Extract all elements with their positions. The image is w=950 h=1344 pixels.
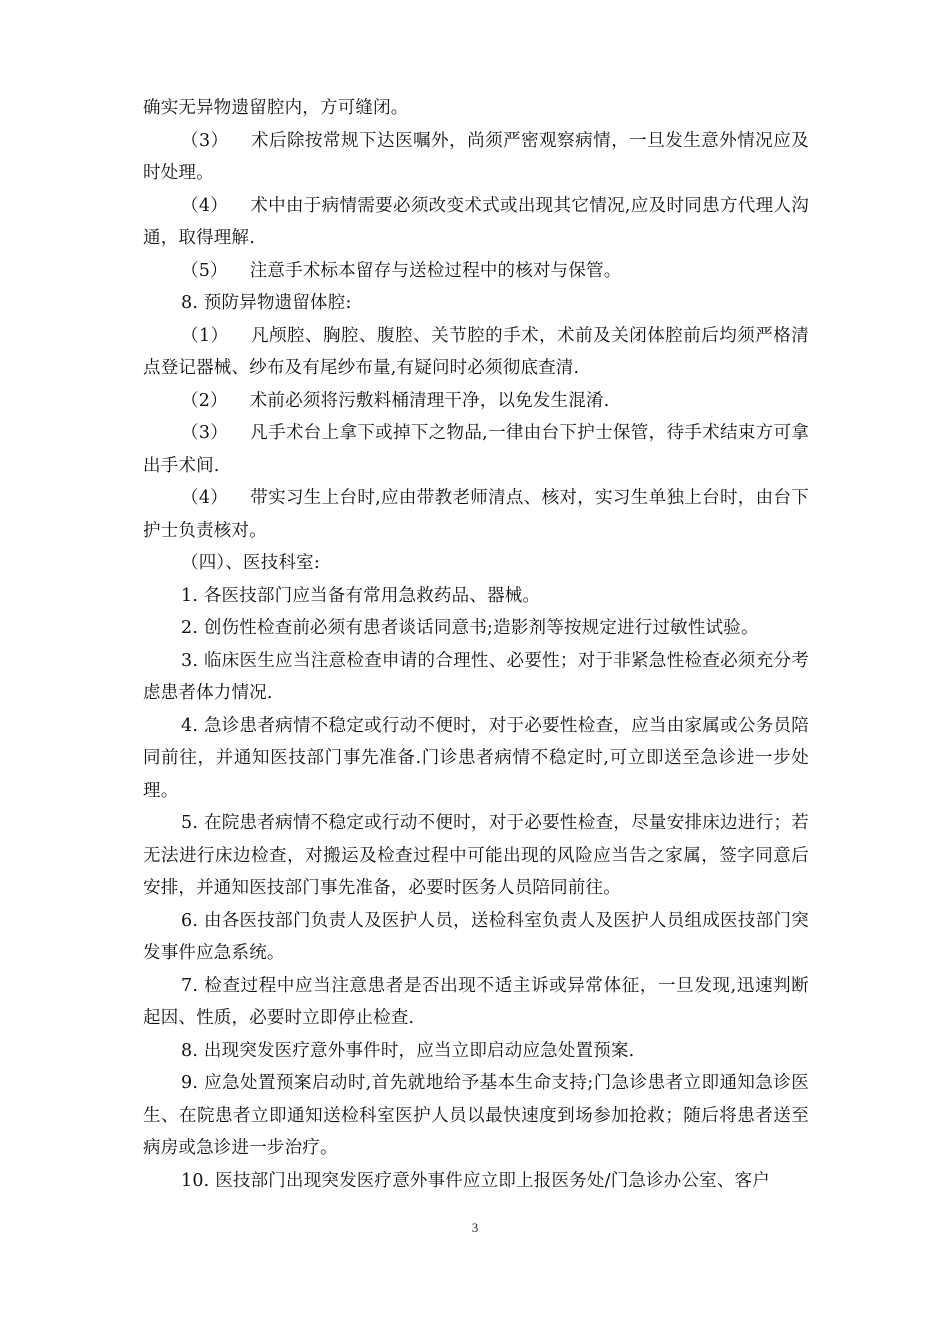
sub-item-4 (143, 190, 809, 255)
sub-item-number: （1） (181, 325, 229, 346)
sub-item-text: 凡颅腔、胸腔、腹腔、关节腔的手术，术前及关闭体腔前后均须严格清点登记器械、纱布及有尾纱布量,有疑问时必须彻底查清. (143, 325, 809, 378)
list-item-3 (143, 645, 809, 710)
list-item-text: 9. 应急处置预案启动时,首先就地给予基本生命支持;门急诊患者立即通知急诊医生、在院患者立即通知送检科室医护人员以最快速度到场参加抢救；随后将患者送至病房或急诊进一步治疗。 (143, 1073, 809, 1158)
sub-item-text: 术中由于病情需要必须改变术式或出现其它情况,应及时同患方代理人沟通，取得理解. (143, 195, 810, 248)
paragraph-text: 确实无异物遗留腔内，方可缝闭。 (143, 98, 409, 118)
list-item-text: 1. 各医技部门应当备有常用急救药品、器械。 (181, 585, 541, 606)
sub-item-number: （3） (181, 423, 229, 443)
section-heading (143, 547, 809, 580)
sub-item-number: （3） (181, 130, 229, 151)
section-heading-text: （四）、医技科室: (181, 553, 320, 573)
list-item-6 (143, 905, 809, 970)
list-item-7 (143, 970, 809, 1035)
list-item-text: 7. 检查过程中应当注意患者是否出现不适主诉或异常体征，一旦发现,迅速判断起因、性质，必要时立即停止检查. (143, 975, 809, 1028)
list-item-text: 4. 急诊患者病情不稳定或行动不便时，对于必要性检查，应当由家属或公务员陪同前往，并通知医技部门事先准备.门诊患者病情不稳定时,可立即送至急诊进一步处理。 (143, 715, 809, 801)
list-item-2 (143, 612, 809, 645)
list-item-text: 3. 临床医生应当注意检查申请的合理性、必要性；对于非紧急性检查必须充分考虑患者体力情况. (143, 650, 809, 703)
list-item-5 (143, 807, 809, 905)
sub-item-text: 凡手术台上拿下或掉下之物品,一律由台下护士保管，待手术结束方可拿出手术间. (143, 423, 810, 476)
sub-item-text: 带实习生上台时,应由带教老师清点、核对，实习生单独上台时，由台下护士负责核对。 (143, 488, 810, 541)
list-item-8 (143, 287, 809, 320)
list-item-text: 2. 创伤性检查前必须有患者谈话同意书;造影剂等按规定进行过敏性试验。 (181, 618, 759, 638)
list-item-text: 6. 由各医技部门负责人及医护人员，送检科室负责人及医护人员组成医技部门突发事件应急系统。 (143, 910, 809, 963)
sub-item-number: （2） (181, 390, 228, 411)
list-item-text: 8. 预防异物遗留体腔: (181, 293, 352, 313)
list-item-9 (143, 1067, 809, 1165)
sub-item-3 (143, 125, 809, 190)
document-page (143, 92, 809, 1197)
sub-item-3b (143, 417, 809, 482)
page-number: 3 (471, 1220, 479, 1235)
sub-item-text: 注意手术标本留存与送检过程中的核对与保管。 (249, 260, 622, 281)
sub-item-1 (143, 320, 809, 385)
paragraph-continuation (143, 92, 809, 125)
list-item-8b (143, 1035, 809, 1068)
sub-item-number: （4） (181, 195, 229, 216)
list-item-text: 8. 出现突发医疗意外事件时，应当立即启动应急处置预案. (181, 1040, 635, 1061)
sub-item-4b (143, 482, 809, 547)
sub-item-number: （4） (181, 488, 229, 508)
sub-item-number: （5） (181, 260, 228, 281)
sub-item-5 (143, 255, 809, 288)
list-item-10 (143, 1165, 809, 1198)
list-item-text: 10. 医技部门出现突发医疗意外事件应立即上报医务处/门急诊办公室、客户 (181, 1170, 770, 1191)
sub-item-text: 术后除按常规下达医嘱外，尚须严密观察病情，一旦发生意外情况应及时处理。 (143, 130, 809, 183)
list-item-text: 5. 在院患者病情不稳定或行动不便时，对于必要性检查，尽量安排床边进行；若无法进行床边检查，对搬运及检查过程中可能出现的风险应当告之家属，签字同意后安排，并通知医技部门事先准备，必要时医务人员陪同前往。 (143, 813, 809, 898)
list-item-1 (143, 580, 809, 613)
list-item-4 (143, 710, 809, 808)
sub-item-text: 术前必须将污敷料桶清理干净，以免发生混淆. (249, 390, 610, 411)
sub-item-2 (143, 385, 809, 418)
